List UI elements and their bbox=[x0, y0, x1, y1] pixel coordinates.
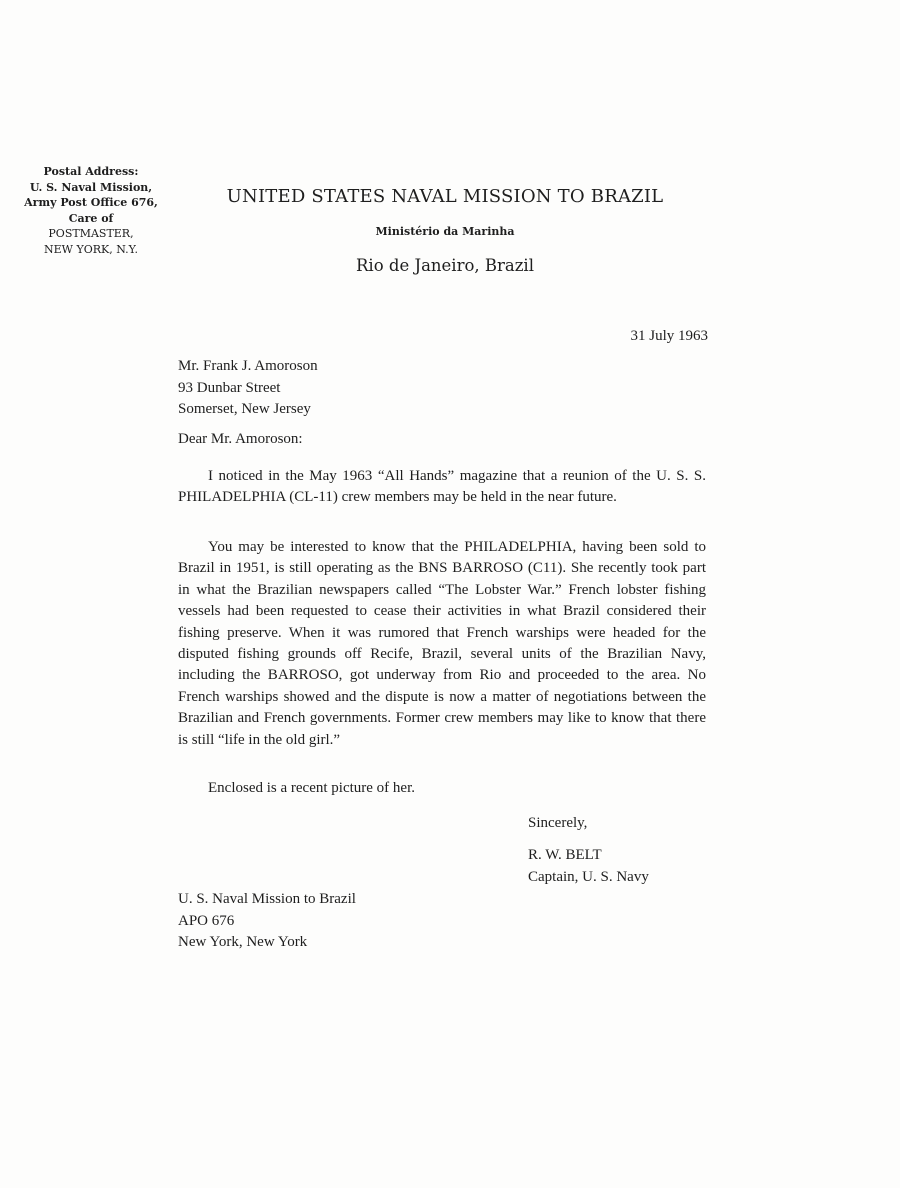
postal-address-block bbox=[14, 164, 168, 257]
postal-address-heading: Postal Address: bbox=[43, 165, 139, 178]
letterhead-organization: UNITED STATES NAVAL MISSION TO BRAZIL bbox=[226, 186, 664, 207]
signature-block bbox=[528, 845, 649, 888]
letter-date: 31 July 1963 bbox=[630, 328, 708, 344]
return-address-block bbox=[178, 889, 356, 954]
signature-name: R. W. BELT bbox=[528, 847, 602, 863]
letterhead-city: Rio de Janeiro, Brazil bbox=[356, 256, 534, 275]
signature-title: Captain, U. S. Navy bbox=[528, 868, 649, 885]
addressee-block bbox=[178, 356, 318, 421]
body-paragraph: Enclosed is a recent picture of her. bbox=[208, 780, 415, 796]
postal-address-line: Army Post Office 676, bbox=[24, 196, 158, 209]
postal-address-line: POSTMASTER, bbox=[48, 227, 134, 240]
salutation: Dear Mr. Amoroson: bbox=[178, 431, 303, 447]
addressee-street: 93 Dunbar Street bbox=[178, 379, 281, 396]
addressee-name: Mr. Frank J. Amoroson bbox=[178, 358, 318, 374]
body-paragraph: You may be interested to know that the PHILADELPHIA, having been sold to Brazil in 1951, is still operating as the BNS BARROSO (C11). She recently took part in what the Brazilian newspapers called “The Lobster War.” French lobster fishing vessels had been requested to cease their activities in what Brazil considered their fishing preserve. When it was rumored that French warships were headed for the disputed fishing grounds off Recife, Brazil, several units of the Brazilian Navy, including the BARROSO, got underway from Rio and proceeded to the area. No French warships showed and the dispute is now a matter of negotiations between the Brazilian and French governments. Former crew members may like to know that there is still “life in the old girl.” bbox=[178, 539, 706, 748]
postal-address-line: NEW YORK, N.Y. bbox=[44, 242, 138, 256]
letterhead-ministry: Ministério da Marinha bbox=[375, 225, 515, 238]
body-paragraph: I noticed in the May 1963 “All Hands” magazine that a reunion of the U. S. S. PHILADELPHIA (CL-11) crew members may be held in the near future. bbox=[178, 468, 706, 506]
return-address-line: U. S. Naval Mission to Brazil bbox=[178, 891, 356, 907]
return-address-line: APO 676 bbox=[178, 912, 235, 929]
closing: Sincerely, bbox=[528, 815, 588, 831]
return-address-line: New York, New York bbox=[178, 934, 308, 950]
addressee-city: Somerset, New Jersey bbox=[178, 401, 311, 417]
postal-address-line: U. S. Naval Mission, bbox=[29, 180, 153, 194]
postal-address-line: Care of bbox=[68, 211, 114, 225]
